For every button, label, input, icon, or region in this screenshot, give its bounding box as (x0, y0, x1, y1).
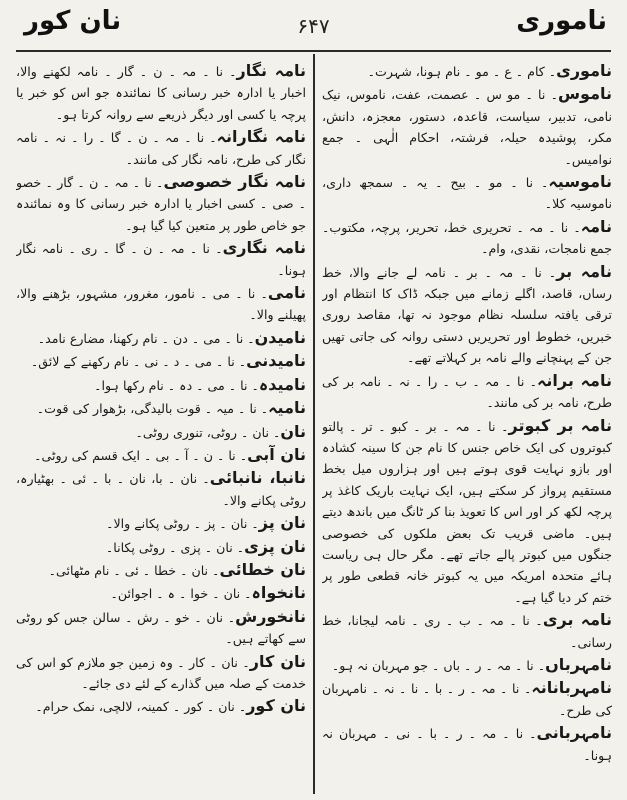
headword: نامہربانانہ (531, 678, 612, 698)
entry (322, 261, 612, 369)
left-column (16, 60, 306, 790)
definition: ۔ نان ۔ کور ۔ کمینہ، لالچی، نمک حرام۔ (35, 699, 247, 715)
entry (16, 512, 306, 534)
definition: ۔ نان ۔ خوا ۔ ہ ۔ اجوائن۔ (110, 586, 252, 602)
definition: ۔ نا ۔ مہ ۔ ب ۔ ری ۔ نامہ لیجانا، خط رسانی۔ (322, 613, 612, 650)
definition: ۔ نا ۔ مہ ۔ ن ۔ گا ۔ را ۔ نہ ۔ نامہ نگار کی طرح، نامہ نگار کی مانند۔ (16, 130, 306, 167)
definition: ۔ نا ۔ مہ ۔ بر ۔ کبو ۔ تر ۔ پالتو کبوتروں کی ایک خاص جنس کا نام جن کا سینہ کشادہ اور بازو نہایت قوی ہوتے ہیں اور ہزاروں میل بخط مستقیم پرواز کر سکتے ہیں، ایک نہایت باریک کاغذ پر پرچہ لکھ کر اور اس کا تعویذ بنا کر ٹانگ میں باندھ دیتے ہیں۔ ماضی قریب تک بعض ملکوں کی خصوصی جنگوں میں کبوتر پالے جاتے تھے۔ مگر حال ہی ریاست ہائے متحدہ امریکہ میں یہ کبوتر خانہ قطعی طور پر ختم کر دیا گیا ہے۔ (322, 418, 612, 605)
headword: نان پز (258, 513, 306, 533)
definition: ۔ نا ۔ می ۔ دن ۔ نام رکھنا، مضارع نامد۔ (37, 330, 255, 346)
definition: ۔ نا ۔ مہ ۔ ن ۔ گار ۔ نامہ لکھنے والا، اخبار یا ادارہ خبر رسانی کا نمائندہ جو اس کو خبر یا پرچہ یا کسی اور دیگر ذریعے سے روانہ کرتا ہو۔ (16, 64, 306, 122)
definition: ۔ نا ۔ مہ ۔ ن ۔ گا ۔ ری ۔ نامہ نگار ہونا۔ (16, 241, 306, 278)
entry (322, 60, 612, 82)
entry (16, 60, 306, 125)
entry (16, 559, 306, 581)
definition: ۔ نان ۔ خطا ۔ ئی ۔ نام مٹھائی۔ (48, 562, 220, 578)
headword: نامہ نگار (236, 61, 306, 80)
definition: ۔ نان ۔ پزی ۔ روٹی پکانا۔ (105, 539, 245, 555)
entry (16, 350, 306, 372)
headword: نامی (267, 283, 306, 303)
entry (322, 415, 612, 609)
definition: ۔ کام ۔ ع ۔ مو ۔ نام ہونا، شہرت۔ (367, 64, 557, 79)
guide-word-last: نان کور (24, 6, 122, 36)
entry (322, 722, 612, 766)
entry (322, 83, 612, 170)
entry (16, 444, 306, 466)
definition: ۔ نان ۔ روٹی، تنوری روٹی۔ (135, 424, 281, 440)
definition: ۔ نان ۔ پز ۔ روٹی پکانے والا۔ (106, 516, 259, 532)
headword: نامہ بری (542, 610, 612, 630)
entry (16, 606, 306, 650)
page-header (14, 4, 613, 50)
entry (322, 171, 612, 215)
definition: ۔ نا ۔ مہ ۔ ب ۔ را ۔ نہ ۔ نامہ بر کی طرح، نامہ بر کی مانند۔ (322, 373, 612, 411)
entry (16, 536, 306, 558)
definition: ۔ نا ۔ می ۔ دہ ۔ نام رکھا ہوا۔ (94, 377, 259, 393)
definition: ۔ نا ۔ می ۔ نامور، مغرور، مشہور، بڑھنے والا، پھیلنے والا۔ (16, 286, 306, 323)
headword: نامہ بر (556, 261, 612, 281)
headword: نامہ نگارانہ (216, 127, 306, 147)
entry (322, 370, 612, 414)
definition: ۔ نا ۔ مہ ۔ ر ۔ با ۔ نی ۔ مہربان نہ ہونا۔ (322, 726, 612, 763)
entry (16, 171, 306, 236)
headword: ناموس (557, 84, 612, 104)
column-divider (313, 54, 315, 794)
definition: ۔ نا ۔ مو س ۔ عصمت، عفت، ناموس، نیک نامی، تدبیر، سیاست، قاعدہ، دستور، معجزہ، دانش، مکر، پوشیدہ حیلہ، فرشتہ، احکام الٰہی ۔ جمع نوامیس۔ (322, 87, 612, 167)
headword: نامہ (580, 216, 612, 236)
definition: ۔ نان ۔ کار ۔ وہ زمین جو ملازم کو اس کی خدمت کے صلہ میں گذارے کے لئے دی جائے۔ (16, 654, 306, 691)
headword: نان کور (246, 696, 306, 716)
definition: ۔ نا ۔ مہ ۔ بر ۔ نامہ لے جانے والا، خط رساں، قاصد، اگلے زمانے میں جبکہ ڈاک کا انتظام اور ترقی یافتہ سلسلہ نظام موجود نہ تھا، مقاصد روری خبریں، خطوط اور تحریریں دستی روانہ کی جاتی تھیں جن کے پہنچانے والے نامہ بر کہلاتے تھے۔ (322, 264, 612, 366)
definition: ۔ نان ۔ با، نان ۔ با ۔ ئی ۔ بھٹیارہ، روٹی پکانے والا۔ (16, 471, 306, 508)
entry (322, 654, 612, 676)
entry (16, 237, 306, 281)
definition: ۔ نا ۔ میہ ۔ قوت بالیدگی، بڑھوار کی قوت۔ (36, 401, 269, 417)
headword: نانبا، نانبائی (209, 468, 306, 488)
entry (16, 582, 306, 604)
right-column (322, 60, 612, 790)
headword: ناموری (556, 61, 612, 80)
headword: نان (280, 421, 306, 441)
entry (16, 327, 306, 349)
headword: نامہربانی (536, 723, 612, 743)
headword: نامہ بر کبوتر (508, 415, 612, 435)
entry (322, 677, 612, 721)
headword: نان آبی (247, 444, 306, 464)
entry (16, 467, 306, 511)
headword: نامہ نگاری (222, 238, 306, 258)
headword: نانخواہ (251, 583, 306, 603)
entry (16, 421, 306, 443)
entry (16, 397, 306, 419)
headword: نان خطائی (219, 559, 306, 579)
definition: ۔ نا ۔ مہ ۔ ر ۔ با ۔ نا ۔ نہ ۔ نامہربان کی طرح۔ (322, 681, 612, 718)
headword: نان پزی (244, 536, 306, 556)
entry (16, 695, 306, 717)
entry (16, 651, 306, 695)
headword: نانخورش (235, 606, 306, 626)
definition: ۔ نا ۔ می ۔ د ۔ نی ۔ نام رکھنے کے لائق۔ (30, 354, 247, 370)
entry (16, 126, 306, 170)
headword: نامیدنی (246, 351, 306, 371)
definition: ۔ نا ۔ مو ۔ بیح ۔ یہ ۔ سمجھ داری، ناموسیہ کلا۔ (322, 175, 612, 212)
headword: نان کار (249, 651, 306, 671)
headword: نامہرباں (545, 654, 612, 674)
guide-word-first: ناموری (516, 6, 607, 36)
headword: نامیدن (254, 327, 306, 347)
entry (322, 216, 612, 260)
headword: ناموسیہ (548, 172, 612, 192)
entry (16, 282, 306, 326)
definition: ۔ نا ۔ مہ ۔ تحریری خط، تحریر، پرچہ، مکتوب۔ جمع نامجات، نقدی، وام۔ (322, 219, 612, 257)
headword: نامیہ (268, 398, 306, 418)
entry (322, 609, 612, 653)
definition: ۔ نا ۔ مہ ۔ ن ۔ گار ۔ خصو ۔ صی ۔ کسی اخبار یا ادارہ خبر رسانی کا وہ نمائندہ جو خاص طور پر متعین کیا گیا ہو۔ (16, 175, 306, 233)
definition: ۔ نا ۔ ن ۔ آ ۔ بی ۔ ایک قسم کی روٹی۔ (34, 447, 248, 463)
headword: نامہ نگار خصوصی (163, 172, 306, 192)
definition: ۔ نان ۔ خو ۔ رش ۔ سالن جس کو روٹی سے کھاتے ہیں۔ (16, 609, 306, 647)
entry (16, 374, 306, 396)
header-rule (16, 50, 611, 52)
definition: ۔ نا ۔ مہ ۔ ر ۔ باں ۔ جو مہربان نہ ہو۔ (331, 657, 546, 673)
headword: نامہ برانہ (537, 370, 612, 390)
page-number: ۶۴۷ (297, 14, 330, 38)
headword: نامیدہ (258, 374, 306, 394)
